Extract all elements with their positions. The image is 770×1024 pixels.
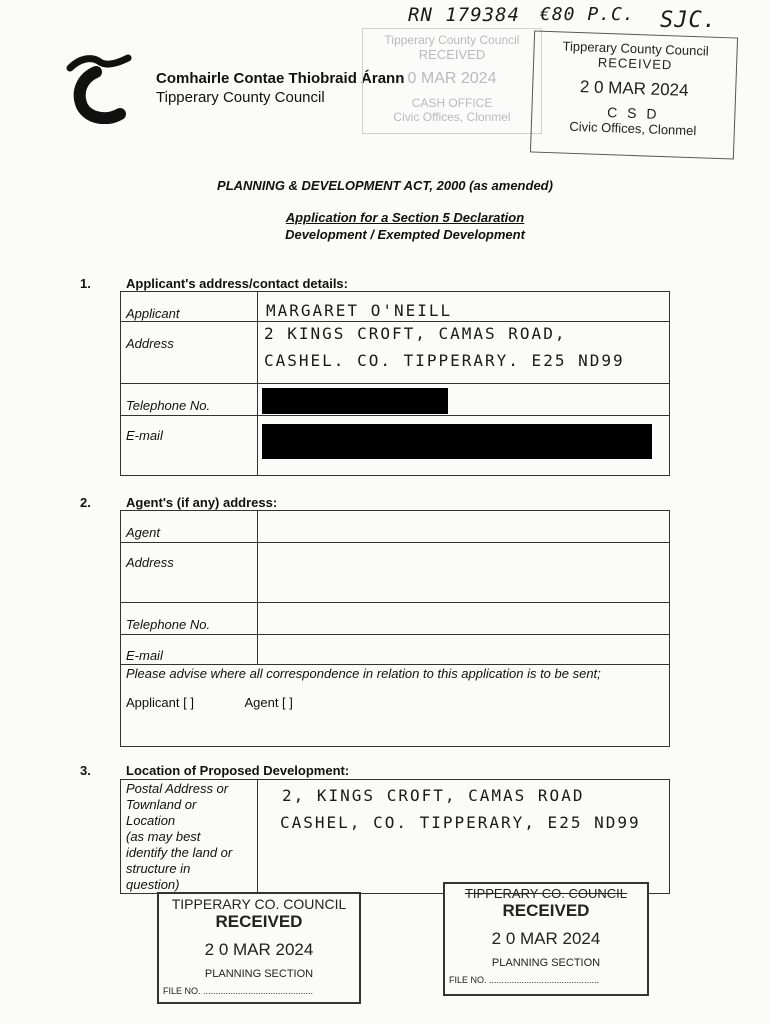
agent-telephone-label: Telephone No. <box>126 617 211 632</box>
stamp-date: 2 0 MAR 2024 <box>579 77 689 100</box>
stamp-line: Tipperary County Council <box>562 38 709 59</box>
council-irish-name: Comhairle Contae Thiobraid Árann <box>156 70 405 87</box>
address-line-1: 2 KINGS CROFT, CAMAS ROAD, <box>264 324 567 343</box>
stamp-line: C S D <box>606 104 660 122</box>
stamp-line: PLANNING SECTION <box>491 957 601 969</box>
stamp-line: RECEIVED <box>502 901 590 920</box>
section2-title: Agent's (if any) address: <box>126 495 278 510</box>
section3-number: 3. <box>80 763 91 778</box>
stamp-line: RECEIVED <box>215 912 303 931</box>
applicant-value-cell <box>258 292 670 322</box>
agent-label: Agent <box>126 525 160 540</box>
act-heading: PLANNING & DEVELOPMENT ACT, 2000 (as amended) <box>217 178 553 193</box>
section3-title: Location of Proposed Development: <box>126 763 350 778</box>
form-subtitle: Development / Exempted Development <box>285 227 525 242</box>
location-label-line: identify the land or <box>126 845 233 860</box>
agent-email-value-cell <box>258 635 670 665</box>
agent-email-label: E-mail <box>126 648 163 663</box>
council-english-name: Tipperary County Council <box>156 89 325 106</box>
address-value-cell <box>258 322 670 384</box>
email-redaction <box>262 424 652 459</box>
location-label-line: Location <box>126 813 176 828</box>
address-label-cell <box>121 322 258 384</box>
location-label-line: Townland or <box>126 797 197 812</box>
agent-label-cell <box>121 511 258 543</box>
location-label-line: question) <box>126 877 180 892</box>
agent-telephone-label-cell <box>121 603 258 635</box>
council-logo-icon <box>66 52 132 124</box>
applicant-value: MARGARET O'NEILL <box>266 301 453 320</box>
stamp-line: RECEIVED <box>597 54 673 73</box>
stamp-line: PLANNING SECTION <box>204 968 314 980</box>
agent-address-label-cell <box>121 543 258 603</box>
email-label: E-mail <box>126 428 163 443</box>
agent-address-label: Address <box>126 555 174 570</box>
form-title: Application for a Section 5 Declaration <box>285 210 525 225</box>
section1-title: Applicant's address/contact details: <box>126 276 348 291</box>
stamp-line: TIPPERARY CO. COUNCIL <box>171 896 347 912</box>
location-line-2: CASHEL, CO. TIPPERARY, E25 ND99 <box>280 813 641 832</box>
planning-stamp-right <box>443 882 649 996</box>
address-line-2: CASHEL. CO. TIPPERARY. E25 ND99 <box>264 351 625 370</box>
section1-number: 1. <box>80 276 91 291</box>
stamp-date: 2 0 MAR 2024 <box>204 940 314 959</box>
agent-correspondence-option[interactable]: Agent [ ] <box>244 695 293 710</box>
agent-value-cell <box>258 511 670 543</box>
fee-handwritten: €80 P.C. <box>540 4 635 25</box>
stamp-line: CASH OFFICE <box>411 96 493 110</box>
address-label: Address <box>126 336 174 351</box>
correspondence-text: Please advise where all correspondence in relation to this application is to be sent; <box>126 666 601 681</box>
stamp-line: RECEIVED <box>418 47 486 62</box>
telephone-label: Telephone No. <box>126 398 211 413</box>
applicant-label: Applicant <box>126 306 180 321</box>
location-label-line: (as may best <box>126 829 201 844</box>
stamp-line: Civic Offices, Clonmel <box>393 110 511 124</box>
applicant-correspondence-option[interactable]: Applicant [ ] <box>126 695 194 710</box>
agent-telephone-value-cell <box>258 603 670 635</box>
telephone-redaction <box>262 388 448 414</box>
location-value-cell <box>258 780 670 894</box>
stamp-line: Tipperary County Council <box>384 33 520 47</box>
location-table <box>120 779 670 894</box>
agent-details-table <box>120 510 670 747</box>
email-label-cell <box>121 416 258 476</box>
initials-handwritten: SJC. <box>660 8 717 33</box>
agent-address-value-cell <box>258 543 670 603</box>
reference-number-handwritten: RN 179384 <box>408 4 520 26</box>
section2-number: 2. <box>80 495 91 510</box>
location-label-line: Postal Address or <box>126 781 229 796</box>
location-label-line: structure in <box>126 861 191 876</box>
stamp-line: Civic Offices, Clonmel <box>569 118 697 139</box>
csd-stamp <box>530 30 738 159</box>
planning-stamp-left <box>157 892 361 1004</box>
stamp-date: 2 0 MAR 2024 <box>491 929 601 948</box>
location-label-cell <box>121 780 258 894</box>
stamp-file-no: FILE NO. ............................................ <box>449 975 600 985</box>
stamp-file-no: FILE NO. ............................................ <box>163 986 314 996</box>
stamp-date: 0 MAR 2024 <box>407 70 497 87</box>
cash-office-stamp <box>362 28 542 134</box>
correspondence-cell <box>121 665 670 747</box>
applicant-label-cell <box>121 292 258 322</box>
location-line-1: 2, KINGS CROFT, CAMAS ROAD <box>282 786 585 805</box>
stamp-line: TIPPERARY CO. COUNCIL <box>464 886 628 901</box>
telephone-label-cell <box>121 384 258 416</box>
agent-email-label-cell <box>121 635 258 665</box>
